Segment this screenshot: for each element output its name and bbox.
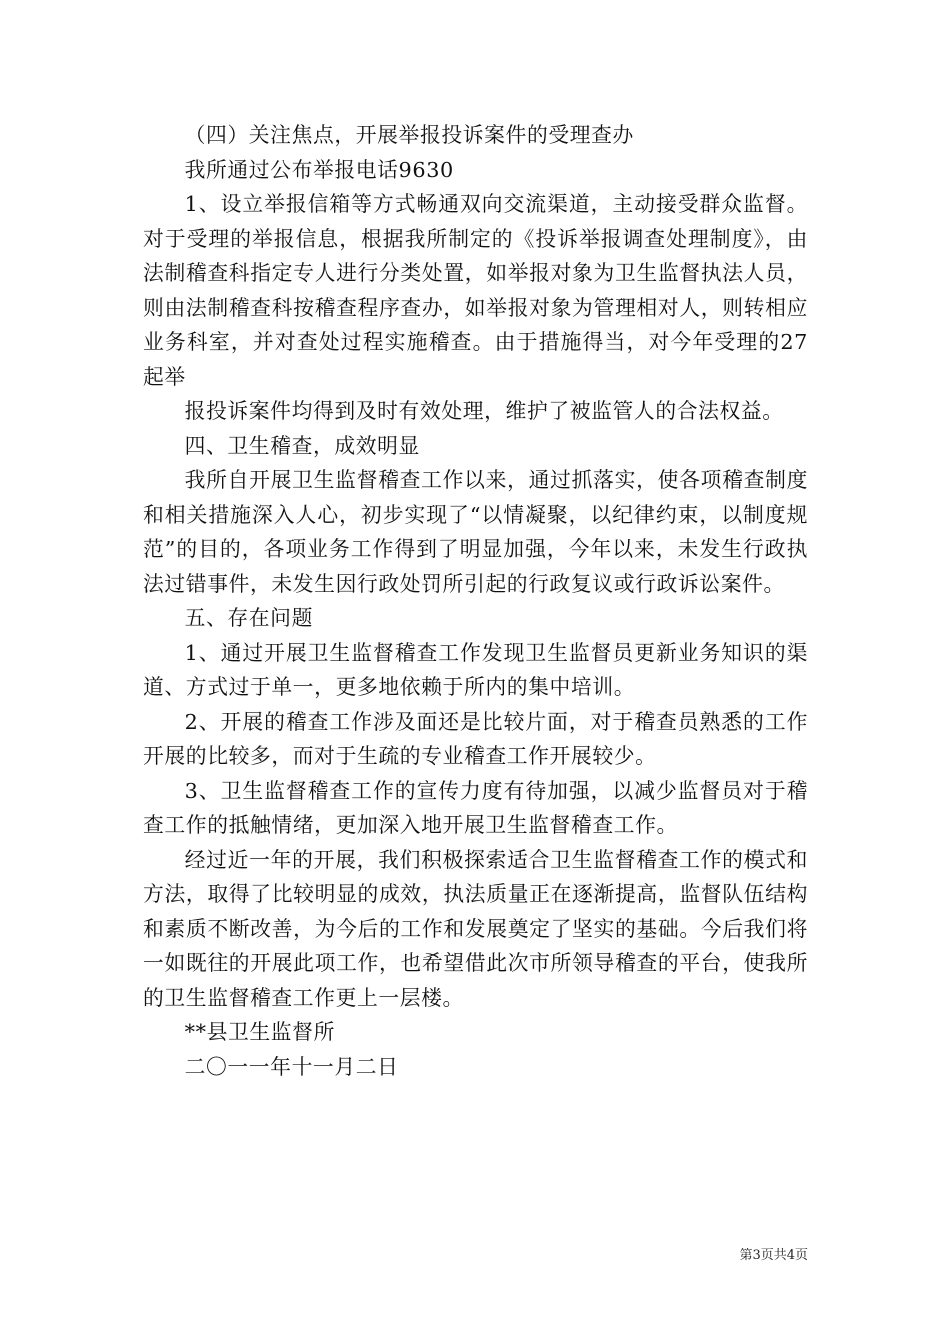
signature-date: 二〇一一年十一月二日: [184, 1054, 399, 1079]
paragraph-hotline: 我所通过公布举报电话9630: [184, 157, 454, 182]
paragraph-problem-2: 2、开展的稽查工作涉及面还是比较片面，对于稽查员熟悉的工作开展的比较多，而对于生疏的专业稽查工作开展较少。: [143, 709, 808, 768]
paragraph-report-mailbox: 1、设立举报信箱等方式畅通双向交流渠道，主动接受群众监督。对于受理的举报信息，根据我所制定的《投诉举报调查处理制度》，由法制稽查科指定专人进行分类处置，如举报对象为卫生监督执法人员，则由法制稽查科按稽查程序查办，如举报对象为管理相对人，则转相应业务科室，并对查处过程实施稽查。由于措施得当，对今年受理的27起举: [143, 192, 808, 389]
paragraph-conclusion: 经过近一年的开展，我们积极探索适合卫生监督稽查工作的模式和方法，取得了比较明显的成效，执法质量正在逐渐提高，监督队伍结构和素质不断改善，为今后的工作和发展奠定了坚实的基础。今后我们将一如既往的开展此项工作，也希望借此次市所领导稽查的平台，使我所的卫生监督稽查工作更上一层楼。: [143, 847, 808, 1010]
paragraph-problem-3: 3、卫生监督稽查工作的宣传力度有待加强，以减少监督员对于稽查工作的抵触情绪，更加深入地开展卫生监督稽查工作。: [143, 778, 808, 837]
signature-organization: **县卫生监督所: [184, 1020, 335, 1044]
document-body: [143, 118, 808, 1084]
section-heading-focus: （四）关注焦点，开展举报投诉案件的受理查办: [184, 123, 634, 147]
page-number: 第3页共4页: [739, 1248, 808, 1263]
paragraph-report-result: 报投诉案件均得到及时有效处理，维护了被监管人的合法权益。: [184, 399, 784, 423]
section-heading-inspection: 四、卫生稽查，成效明显: [184, 433, 420, 458]
section-heading-problems: 五、存在问题: [184, 606, 313, 630]
paragraph-inspection-results: 我所自开展卫生监督稽查工作以来，通过抓落实，使各项稽查制度和相关措施深入人心，初步实现了“以情凝聚，以纪律约束，以制度规范”的目的，各项业务工作得到了明显加强，今年以来，未发生行政执法过错事件，未发生因行政处罚所引起的行政复议或行政诉讼案件。: [143, 468, 808, 596]
paragraph-problem-1: 1、通过开展卫生监督稽查工作发现卫生监督员更新业务知识的渠道、方式过于单一，更多地依赖于所内的集中培训。: [143, 640, 808, 699]
